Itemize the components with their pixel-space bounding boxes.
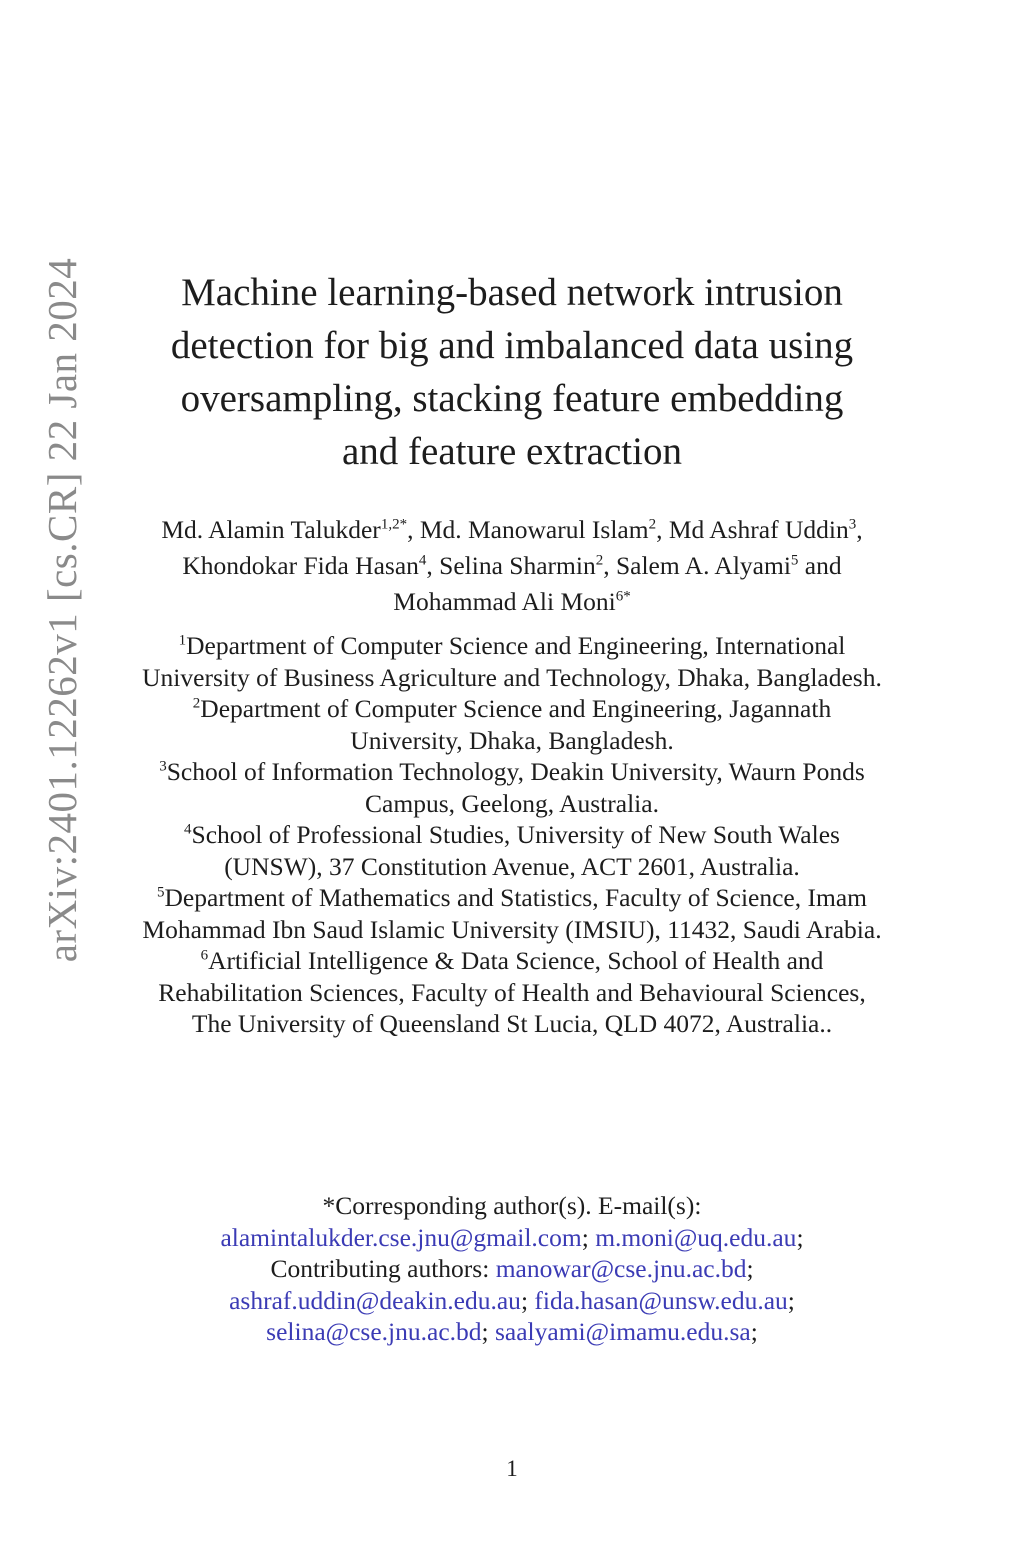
author-affiliation-marker: 6* [615, 588, 631, 605]
title-line: and feature extraction [342, 430, 682, 473]
affiliation-item [140, 756, 884, 819]
affiliation-item [140, 693, 884, 756]
author-name: , Md. Manowarul Islam [407, 515, 649, 544]
contact-block [140, 1190, 884, 1348]
affiliation-text: Department of Computer Science and Engineering, Jagannath University, Dhaka, Bangladesh. [200, 694, 832, 755]
author-name: , Salem A. Alyami [603, 551, 791, 580]
author-name: and Mohammad Ali Moni [393, 551, 842, 616]
title-line: oversampling, stacking feature embedding [180, 377, 844, 420]
author-affiliation-marker: 5 [790, 552, 799, 569]
email-link[interactable]: manowar@cse.jnu.ac.bd [495, 1254, 747, 1283]
author-name: , Khondokar Fida Hasan [182, 515, 863, 580]
affiliation-item [140, 630, 884, 693]
author-affiliation-marker: 2 [648, 516, 657, 533]
email-link[interactable]: ashraf.uddin@deakin.edu.au [229, 1285, 521, 1315]
separator: ; [750, 1317, 758, 1346]
author-name: , Md Ashraf Uddin [656, 515, 849, 544]
email-link[interactable]: fida.hasan@unsw.edu.au [534, 1285, 788, 1315]
contributing-row [140, 1253, 884, 1285]
affiliation-number: 3 [159, 758, 167, 775]
corresponding-emails [140, 1222, 884, 1254]
separator: ; [787, 1285, 795, 1315]
contributing-row [140, 1285, 884, 1317]
affiliation-text: School of Information Technology, Deakin University, Waurn Ponds Campus, Geelong, Australia. [166, 757, 865, 818]
title-line: detection for big and imbalanced data using [170, 324, 854, 367]
author-list [140, 512, 884, 620]
separator: ; [520, 1285, 535, 1315]
separator: ; [481, 1317, 495, 1346]
author-name: , Selina Sharmin [426, 551, 596, 580]
author-name: Md. Alamin Talukder [161, 515, 381, 544]
affiliation-number: 4 [184, 821, 192, 838]
contributing-label: Contributing authors: [270, 1254, 496, 1283]
author-affiliation-marker: 2 [595, 552, 604, 569]
email-link[interactable]: saalyami@imamu.edu.sa [495, 1317, 751, 1346]
page-number: 1 [506, 1456, 518, 1481]
corresponding-label: *Corresponding author(s). E-mail(s): [322, 1191, 702, 1220]
separator: ; [746, 1254, 754, 1283]
title-line: Machine learning-based network intrusion [181, 271, 843, 314]
affiliation-item [140, 819, 884, 882]
author-affiliation-marker: 1,2* [380, 516, 408, 533]
affiliation-number: 2 [192, 695, 201, 712]
affiliation-text: Artificial Intelligence & Data Science, School of Health and Rehabilitation Sciences, Faculty of Health and Behavioural Sciences, The University of Queensland St Lucia, QLD 4072, Australia.. [158, 946, 866, 1038]
affiliation-text: Department of Computer Science and Engineering, International University of Business Agriculture and Technology, Dhaka, Bangladesh. [142, 631, 882, 692]
contributing-row [140, 1316, 884, 1348]
paper-title [140, 266, 884, 478]
affiliation-item [140, 882, 884, 945]
email-link[interactable]: selina@cse.jnu.ac.bd [266, 1317, 482, 1346]
affiliation-number: 6 [200, 947, 209, 964]
email-link[interactable]: alamintalukder.cse.jnu@gmail.com [220, 1222, 582, 1252]
separator: ; [796, 1222, 804, 1252]
affiliation-list [140, 630, 884, 1040]
separator: ; [581, 1222, 596, 1252]
affiliation-text: School of Professional Studies, University of New South Wales (UNSW), 37 Constitution Avenue, ACT 2601, Australia. [191, 820, 840, 881]
author-affiliation-marker: 4 [418, 552, 427, 569]
affiliation-number: 1 [178, 632, 187, 649]
author-affiliation-marker: 3 [848, 516, 857, 533]
email-link[interactable]: m.moni@uq.edu.au [595, 1222, 797, 1252]
affiliation-number: 5 [157, 884, 165, 901]
arxiv-identifier[interactable]: arXiv:2401.12262v1 [cs.CR] 22 Jan 2024 [39, 257, 85, 963]
affiliation-text: Department of Mathematics and Statistics, Faculty of Science, Imam Mohammad Ibn Saud Islamic University (IMSIU), 11432, Saudi Arabia. [142, 883, 882, 944]
affiliation-item [140, 945, 884, 1040]
